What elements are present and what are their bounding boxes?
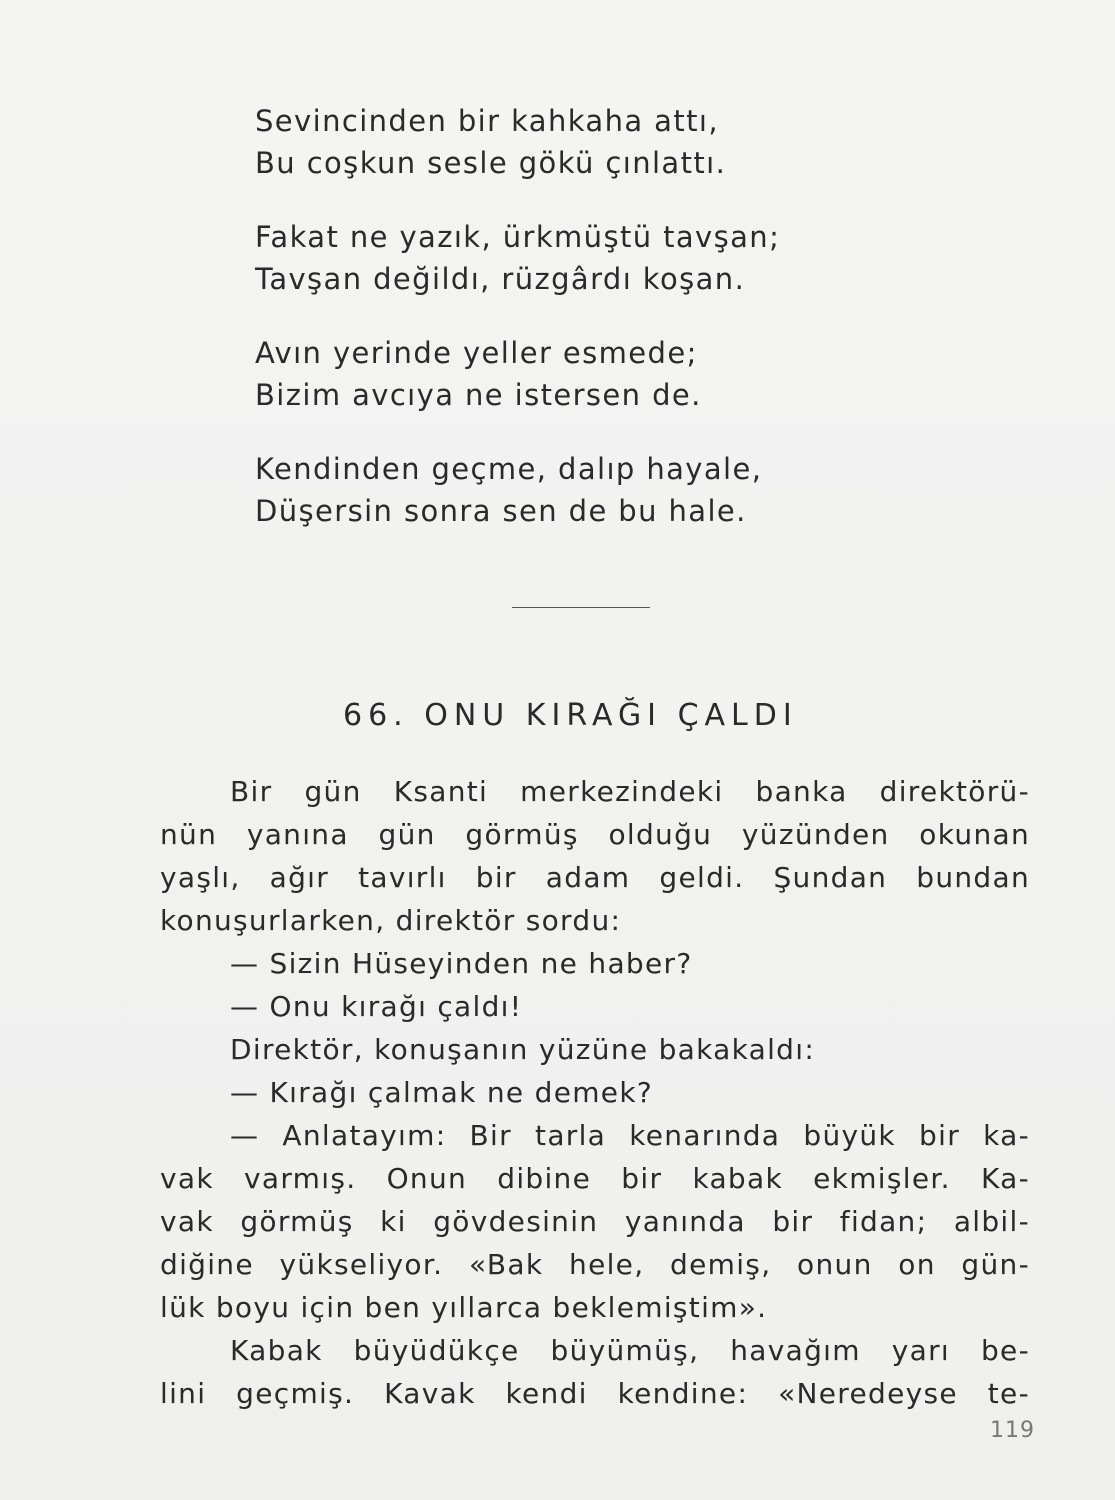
poem-line: Sevincinden bir kahkaha attı, xyxy=(255,104,719,138)
dialogue-line: — Kırağı çalmak ne demek? xyxy=(230,1076,653,1109)
poem xyxy=(255,100,895,564)
text-line: Bir gün Ksanti merkezindeki banka direktörü- xyxy=(230,775,1030,808)
poem-line: Fakat ne yazık, ürkmüştü tavşan; xyxy=(255,220,781,254)
dialogue-line: — Onu kırağı çaldı! xyxy=(230,990,523,1023)
text-line: vak varmış. Onun dibine bir kabak ekmişler. Ka- xyxy=(160,1162,1030,1195)
text-line: lük boyu için ben yıllarca beklemiştim». xyxy=(160,1291,768,1324)
poem-line: Bizim avcıya ne istersen de. xyxy=(255,378,702,412)
text-line: yaşlı, ağır tavırlı bir adam geldi. Şundan bundan xyxy=(160,861,1030,894)
prose-body xyxy=(160,770,1030,1415)
text-line: vak görmüş ki gövdesinin yanında bir fidan; albil- xyxy=(160,1205,1030,1238)
poem-line: Bu coşkun sesle gökü çınlattı. xyxy=(255,146,727,180)
text-line: diğine yükseliyor. «Bak hele, demiş, onun on gün- xyxy=(160,1248,1030,1281)
poem-line: Kendinden geçme, dalıp hayale, xyxy=(255,452,763,486)
text-line: konuşurlarken, direktör sordu: xyxy=(160,904,622,937)
poem-stanza xyxy=(255,100,895,184)
poem-stanza xyxy=(255,216,895,300)
page-number: 119 xyxy=(990,1418,1035,1443)
poem-stanza xyxy=(255,448,895,532)
text-line: nün yanına gün görmüş olduğu yüzünden okunan xyxy=(160,818,1030,851)
text-line: Direktör, konuşanın yüzüne bakakaldı: xyxy=(230,1033,816,1066)
dialogue-line: — Anlatayım: Bir tarla kenarında büyük bir ka- xyxy=(230,1119,1030,1152)
text-line: lini geçmiş. Kavak kendi kendine: «Neredeyse te- xyxy=(160,1377,1030,1410)
dialogue-line: — Sizin Hüseyinden ne haber? xyxy=(230,947,693,980)
text-line: Kabak büyüdükçe büyümüş, havağım yarı be- xyxy=(230,1334,1030,1367)
poem-line: Tavşan değildı, rüzgârdı koşan. xyxy=(255,262,746,296)
section-title: 66. ONU KIRAĞI ÇALDI xyxy=(343,698,798,733)
poem-line: Avın yerinde yeller esmede; xyxy=(255,336,698,370)
section-divider xyxy=(512,607,650,608)
poem-line: Düşersin sonra sen de bu hale. xyxy=(255,494,747,528)
poem-stanza xyxy=(255,332,895,416)
